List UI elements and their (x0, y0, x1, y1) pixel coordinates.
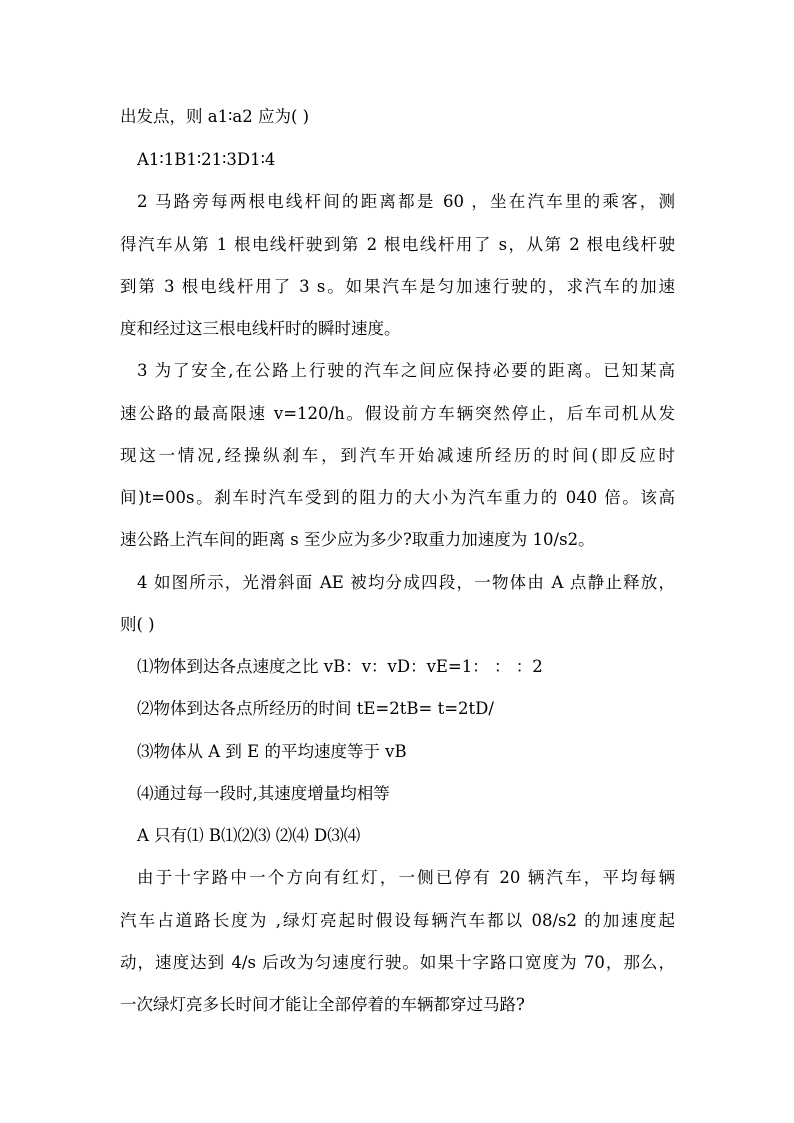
statement-2: ⑵物体到达各点所经历的时间 tE=2tB= t=2tD/ (137, 699, 494, 718)
question-5-line: 由于十字路中一个方向有红灯，一侧已停有 20 辆汽车，平均每辆 (137, 868, 675, 887)
question-2-line: 得汽车从第 1 根电线杆驶到第 2 根电线杆用了 s，从第 2 根电线杆驶 (120, 235, 675, 254)
question-3-line: 速公路的最高限速 v=120/h。假设前方车辆突然停止，后车司机从发 (120, 404, 675, 423)
question-3-line: 间)t=00s。刹车时汽车受到的阻力的大小为汽车重力的 040 倍。该高 (120, 488, 675, 507)
statement-3: ⑶物体从 A 到 E 的平均速度等于 vB (137, 742, 407, 761)
question-4-line: 4 如图所示，光滑斜面 AE 被均分成四段，一物体由 A 点静止释放， (137, 573, 675, 592)
statement-4: ⑷通过每一段时,其速度增量均相等 (137, 784, 390, 803)
question-2-line: 到第 3 根电线杆用了 3 s。如果汽车是匀加速行驶的，求汽车的加速 (120, 277, 675, 296)
question-5-line: 一次绿灯亮多长时间才能让全部停着的车辆都穿过马路? (120, 995, 525, 1014)
question-3-line: 速公路上汽车间的距离 s 至少应为多少?取重力加速度为 10/s2。 (120, 530, 595, 549)
statement-1: ⑴物体到达各点速度之比 vB：v：vD：vE=1： ： ：2 (137, 657, 543, 676)
question-2-line: 度和经过这三根电线杆时的瞬时速度。 (120, 319, 401, 338)
question-5-line: 动，速度达到 4/s 后改为匀速度行驶。如果十字路口宽度为 70，那么， (120, 953, 675, 972)
question-5-line: 汽车占道路长度为 ,绿灯亮起时假设每辆汽车都以 08/s2 的加速度起 (120, 911, 675, 930)
answer-options: A 只有⑴ B⑴⑵⑶ ⑵⑷ D⑶⑷ (137, 826, 361, 845)
text-line: 出发点，则 a1∶a2 应为( ) (120, 107, 310, 126)
question-3-line: 现这一情况,经操纵刹车，到汽车开始减速所经历的时间(即反应时 (120, 446, 675, 465)
answer-options: A1∶1B1∶21∶3D1∶4 (137, 150, 276, 169)
question-4-line: 则( ) (120, 615, 155, 634)
question-2-line: 2 马路旁每两根电线杆间的距离都是 60 ，坐在汽车里的乘客，测 (137, 192, 675, 211)
question-3-line: 3 为了安全,在公路上行驶的汽车之间应保持必要的距离。已知某高 (137, 361, 675, 380)
